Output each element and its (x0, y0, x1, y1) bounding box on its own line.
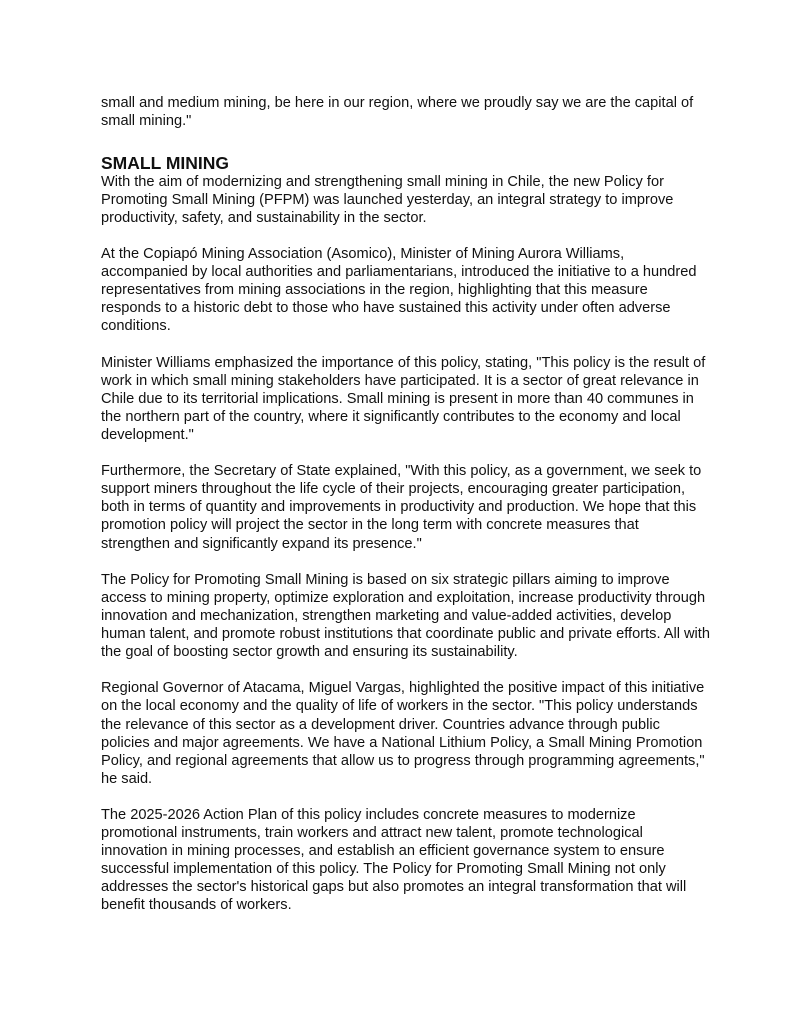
body-paragraph: With the aim of modernizing and strengthening small mining in Chile, the new Policy for Promoting Small Mining (PFPM) was launched yesterday, an integral strategy to improve productivity, safety, and sustainability in the sector. (101, 173, 674, 226)
body-paragraph: The 2025-2026 Action Plan of this policy includes concrete measures to modernize promotional instruments, train workers and attract new talent, promote technological innovation in mining processes, and establish an efficient governance system to ensure successful implementation of this policy. The Policy for Promoting Small Mining not only addresses the sector's historical gaps but also promotes an integral transformation that will benefit thousands of workers. (101, 806, 687, 914)
document-page (101, 94, 711, 933)
intro-paragraph: small and medium mining, be here in our region, where we proudly say we are the capital of small mining." (101, 95, 694, 130)
body-paragraph: At the Copiapó Mining Association (Asomico), Minister of Mining Aurora Williams, accompanied by local authorities and parliamentarians, introduced the initiative to a hundred representatives from mining associations in the region, highlighting that this measure responds to a historic debt to those who have sustained this activity under often adverse conditions. (101, 246, 697, 335)
body-paragraph: Furthermore, the Secretary of State explained, "With this policy, as a government, we seek to support miners throughout the life cycle of their projects, encouraging greater participation, both in terms of quantity and improvements in productivity and production. We hope that this promotion policy will project the sector in the long term with concrete measures that strengthen and significantly expand its presence." (101, 463, 702, 552)
body-paragraph: Minister Williams emphasized the importance of this policy, stating, "This policy is the result of work in which small mining stakeholders have participated. It is a sector of great relevance in Chile due to its territorial implications. Small mining is present in more than 40 communes in the northern part of the country, where it significantly contributes to the economy and local development." (101, 354, 706, 443)
body-paragraph: The Policy for Promoting Small Mining is based on six strategic pillars aiming to improve access to mining property, optimize exploration and exploitation, increase productivity through innovation and mechanization, strengthen marketing and value-added activities, develop human talent, and promote robust institutions that coordinate public and private efforts. All with the goal of boosting sector growth and ensuring its sustainability. (101, 571, 710, 661)
section-heading: SMALL MINING (101, 153, 230, 174)
body-paragraph: Regional Governor of Atacama, Miguel Vargas, highlighted the positive impact of this initiative on the local economy and the quality of life of workers in the sector. "This policy understands the relevance of this sector as a development driver. Countries advance through public policies and major agreements. We have a National Lithium Policy, a Small Mining Promotion Policy, and regional agreements that allow us to progress through programming agreements," he said. (101, 680, 705, 787)
